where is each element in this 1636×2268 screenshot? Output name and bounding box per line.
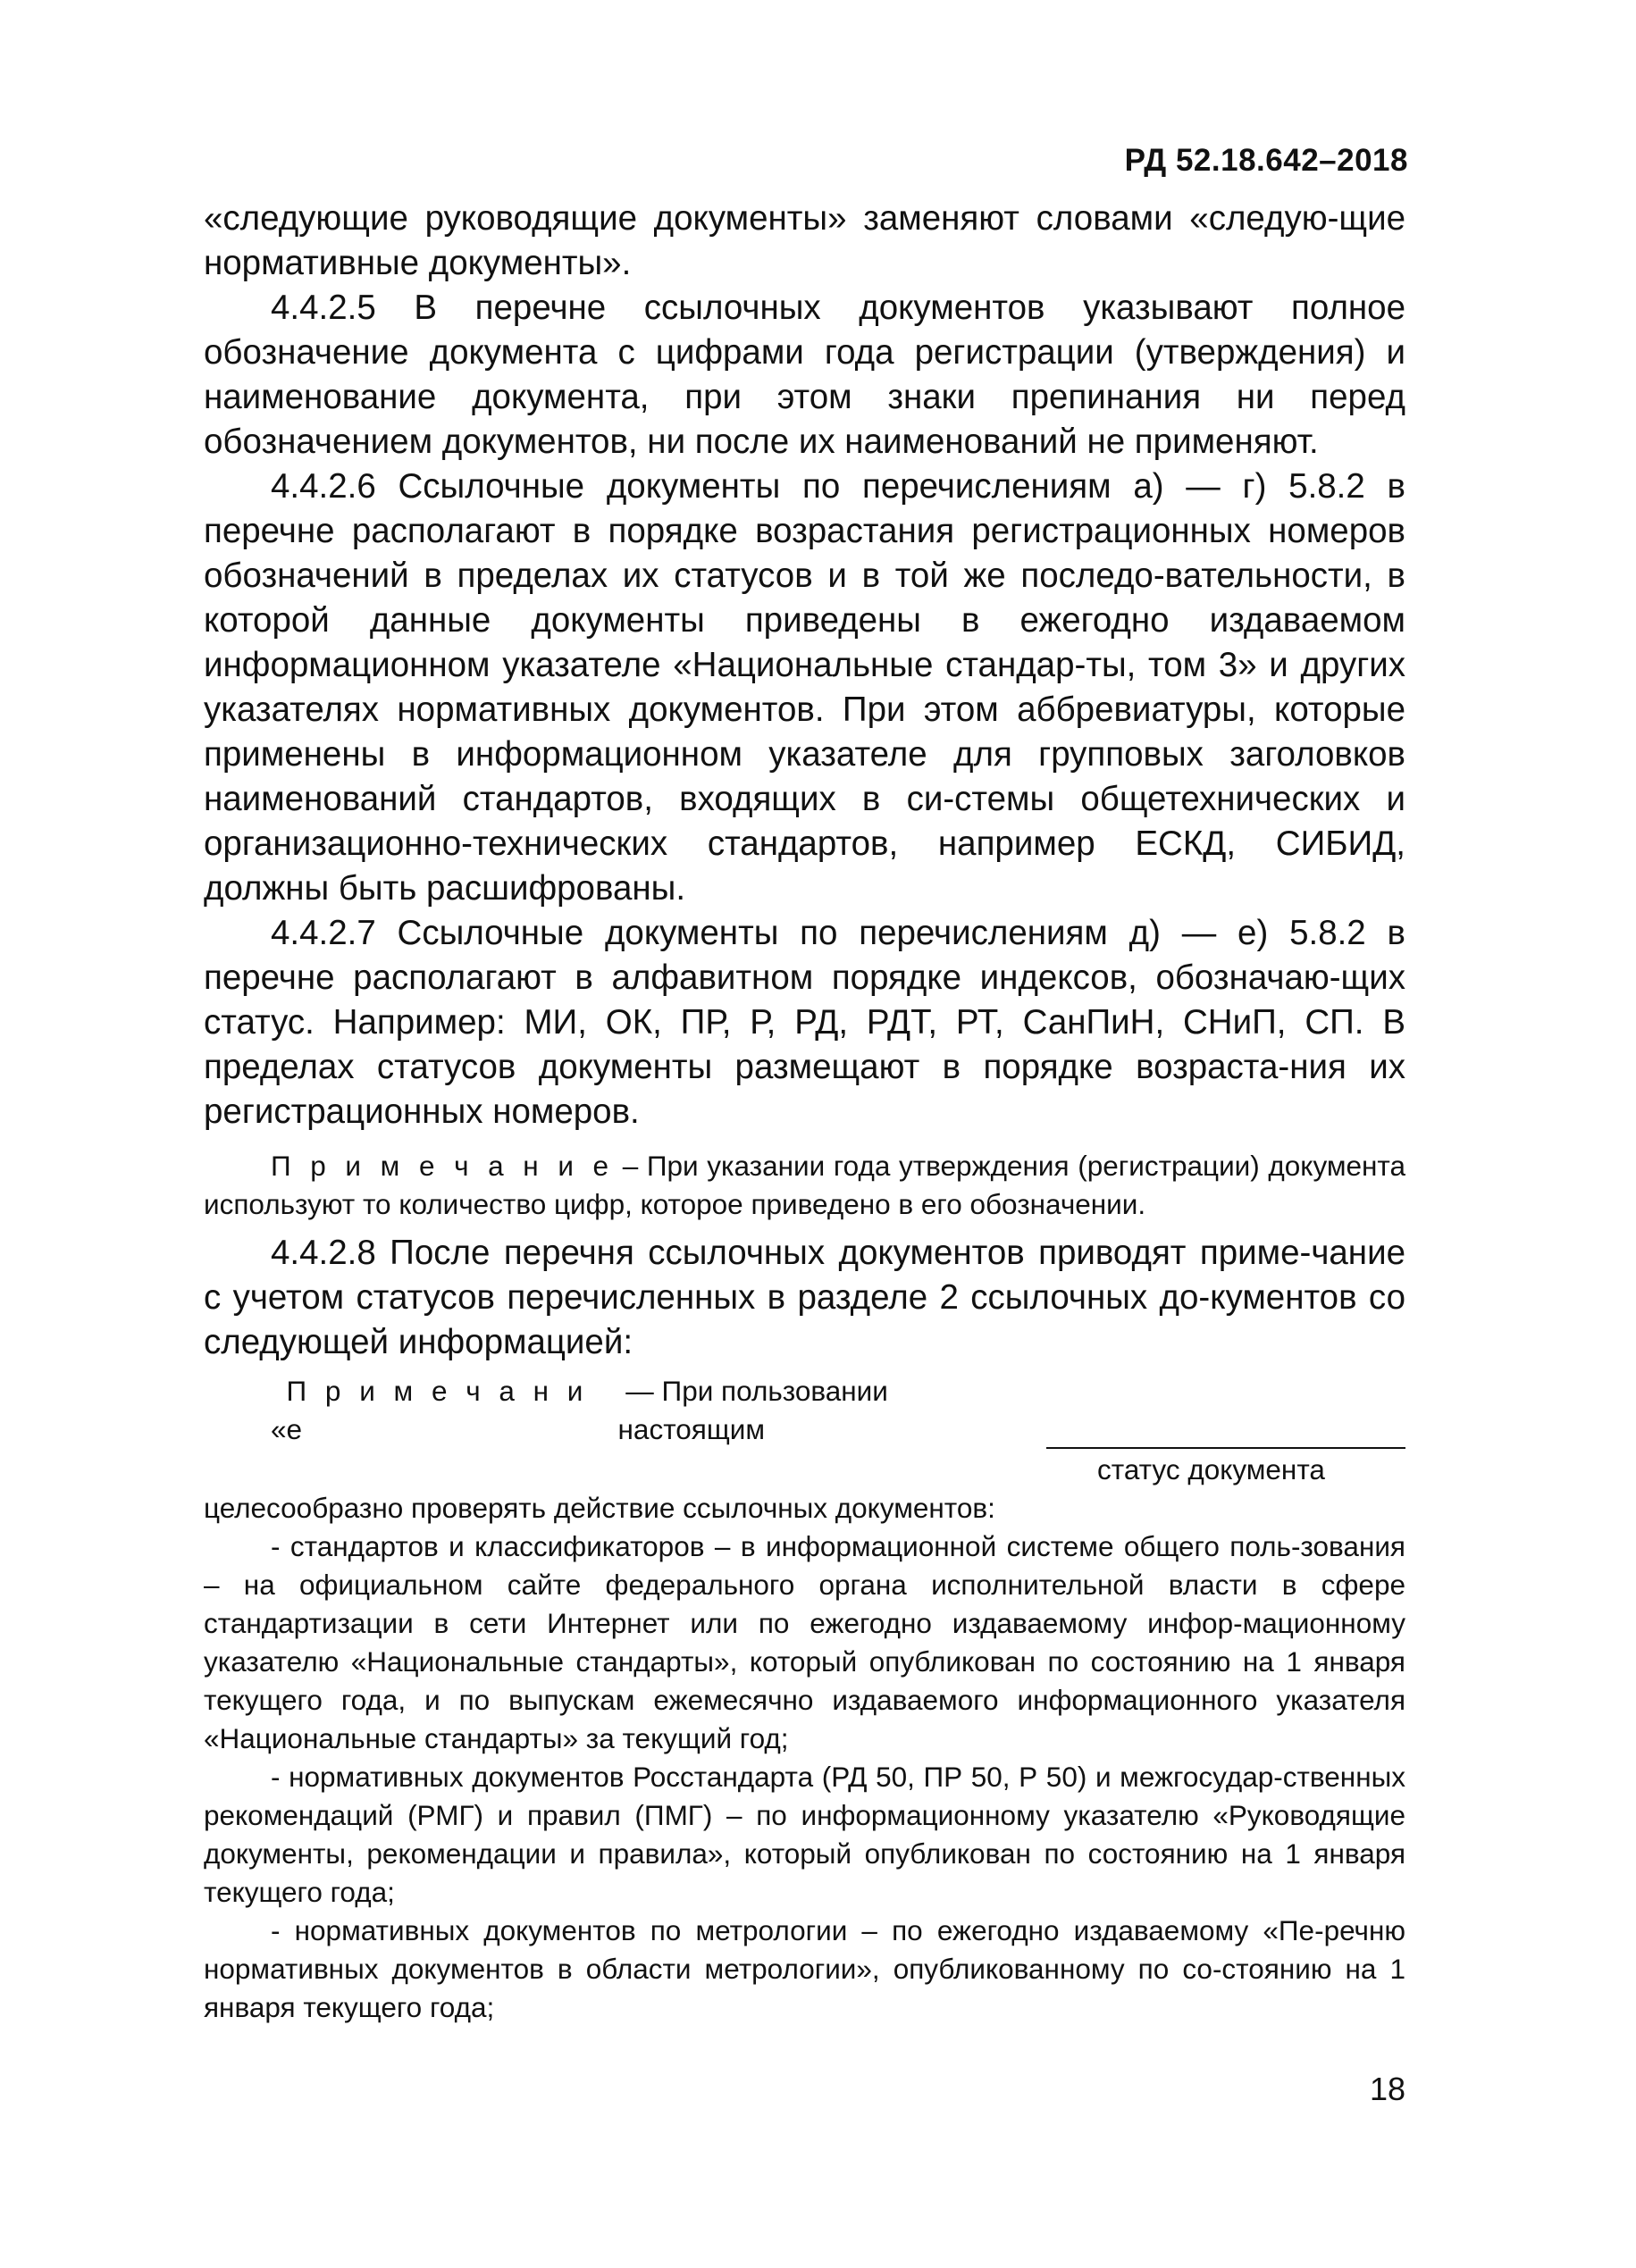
clause-4-4-2-5: 4.4.2.5 В перечне ссылочных документов указывают полное обозначение документа с цифрами года регистрации (утверждения) и наименование документа, при этом знаки препинания ни перед обозначением документов, ни после их наименований не применяют. [204, 289, 1405, 461]
page-number: 18 [1369, 2071, 1405, 2107]
clause-4-4-2-8: 4.4.2.8 После перечня ссылочных документов приводят приме-чание с учетом статусов перечисленных в разделе 2 ссылочных до-кументов со следующей информацией: [204, 1234, 1405, 1361]
list-item-rosstandart: - нормативных документов Росстандарта (РД 50, ПР 50, Р 50) и межгосудар-ственных рекомендаций (РМГ) и правил (ПМГ) – по информационному указателю «Руководящие документы, рекомендации и правила», который опубликован по состоянию на 1 января текущего года; [204, 1761, 1405, 1908]
document-body [204, 197, 1405, 2027]
clause-4-4-2-6: 4.4.2.6 Ссылочные документы по перечислениям а) — г) 5.8.2 в перечне располагают в порядке возрастания регистрационных номеров обозначений в пределах их статусов и в той же последо-вательности, в которой данные документы приведены в ежегодно издаваемом информационном указателе «Национальные стандар-ты, том 3» и других указателях нормативных документов. При этом аббревиатуры, которые применены в информационном указателе для групповых заголовков наименований стандартов, входящих в си-стемы общетехнических и организационно-технических стандартов, например ЕСКД, СИБИД, должны быть расшифрованы. [204, 467, 1405, 908]
paragraph-continuation: «следующие руководящие документы» заменяют словами «следую-щие нормативные документы». [204, 199, 1405, 282]
note-template-label: П р и м е ч а н и е [286, 1375, 589, 1445]
document-code: РД 52.18.642–2018 [1124, 143, 1408, 178]
list-item-metrology: - нормативных документов по метрологии – по ежегодно издаваемому «Пе-речню нормативных документов в области метрологии», опубликованному по со-стоянию на 1 января текущего года; [204, 1914, 1405, 2023]
note-year-digits [204, 1147, 1405, 1224]
note-template-continuation: целесообразно проверять действие ссылочных документов: [204, 1492, 995, 1524]
note-text: – При указании года утверждения (регистрации) документа используют то количество цифр, которое приведено в его обозначении. [204, 1150, 1405, 1220]
clause-4-4-2-7: 4.4.2.7 Ссылочные документы по перечислениям д) — е) 5.8.2 в перечне располагают в алфавитном порядке индексов, обозначаю-щих статус. Например: МИ, ОК, ПР, Р, РД, РДТ, РТ, СанПиН, СНиП, СП. В пределах статусов документы размещают в порядке возраста-ния их регистрационных номеров. [204, 914, 1405, 1131]
note-template-line [204, 1372, 1405, 1449]
note-template-text: — При пользовании настоящим [617, 1375, 896, 1445]
note-template-open-quote: « [271, 1413, 287, 1445]
blank-fill-line [1046, 1420, 1405, 1449]
list-item-standards: - стандартов и классификаторов – в информационной системе общего поль-зования – на официальном сайте федерального органа исполнительной власти в сфере стандартизации в сети Интернет или по ежегодно издаваемому инфор-мационному указателю «Национальные стандарты», который опубликован по состоянию на 1 января текущего года, и по выпускам ежемесячно издаваемого информационного указателя «Национальные стандарты» за текущий год; [204, 1530, 1405, 1754]
note-label: П р и м е ч а н и е [271, 1150, 615, 1182]
blank-caption: статус документа [1097, 1453, 1325, 1485]
